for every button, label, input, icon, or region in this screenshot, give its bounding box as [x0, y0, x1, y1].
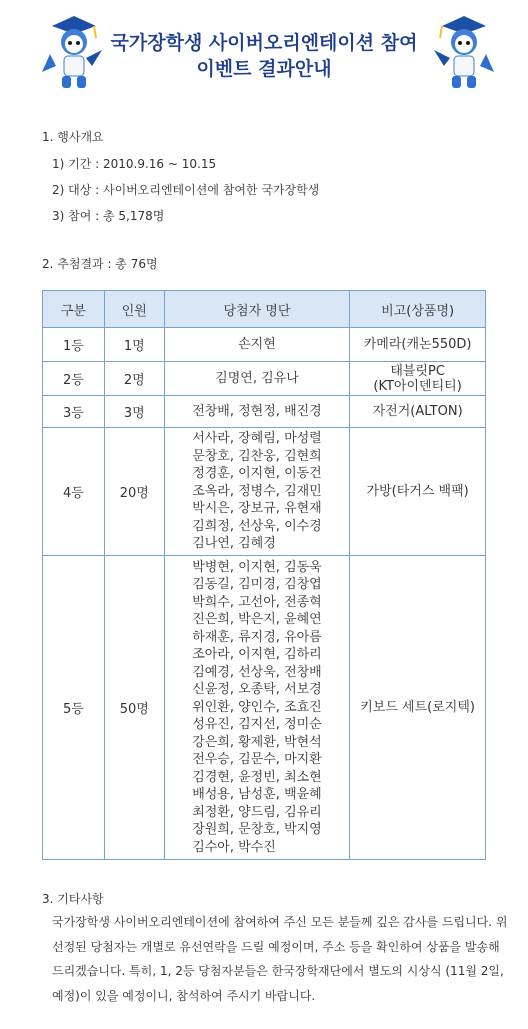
prize-cell: 카메라(캐논550D)	[350, 328, 486, 362]
prize-cell: 태블릿PC (KT아이덴티티)	[350, 362, 486, 396]
count-cell: 3명	[104, 396, 164, 428]
count-cell: 2명	[104, 362, 164, 396]
rank-cell: 5등	[43, 556, 105, 860]
prize-cell: 키보드 세트(로지텍)	[350, 556, 486, 860]
winner-names: 김명연, 김유나	[215, 370, 299, 386]
rank-cell: 3등	[43, 396, 105, 428]
table-row	[43, 556, 486, 860]
header-rank: 구분	[43, 291, 105, 328]
winner-names: 박병현, 이지현, 김동욱 김동길, 김미경, 김창엽 박희수, 고선아, 전종혁 진은희, 박은지, 윤혜연 하재훈, 류지경, 유아름 조아라, 이지현, 김하리 김예경, 선상욱, 전창배 신윤정, 오종탁, 서보경 위인환, 양인수, 조효진 성유진, 김지선, 정미순 강은희, 황제환, 박현석 전우승, 김문수, 마지환 김경현, 윤정빈, 최소현 배성용, 남성훈, 백윤혜 최정환, 양드림, 김유리 장원희, 문창호, 박지영 김수아, 박수진	[192, 559, 322, 855]
notice-text: 국가장학생 사이버오리엔테이션에 참여하여 주신 모든 분들께 깊은 감사를 드립니다. 위 선정된 당첨자는 개별로 유선연락을 드릴 예정이며, 주소 등을 확인하여 상품을 발송해 드리겠습니다. 특히, 1, 2등 당첨자분들은 한국장학재단에서 별도의 시상식 (11월 2일, 예정)이 있을 예정이니, 참석하여 주시기 바랍니다.	[52, 915, 508, 1003]
winner-names: 전창배, 정현정, 배진경	[192, 403, 322, 419]
overview-period: 1) 기간 : 2010.9.16 ~ 10.15	[52, 157, 217, 171]
title-line-1: 국가장학생 사이버오리엔테이션 참여	[110, 32, 418, 54]
header-winners: 당첨자 명단	[164, 291, 350, 328]
rank-cell: 4등	[43, 428, 105, 556]
header	[0, 0, 528, 100]
table-header-row	[43, 291, 486, 328]
table-row	[43, 396, 486, 428]
rank-cell: 1등	[43, 328, 105, 362]
winners-cell	[164, 396, 350, 428]
winners-cell	[164, 556, 350, 860]
prize-cell: 자전거(ALTON)	[350, 396, 486, 428]
section-2-heading: 2. 추첨결과 : 총 76명	[42, 257, 158, 271]
winners-cell	[164, 428, 350, 556]
prize-cell: 가방(타거스 백팩)	[350, 428, 486, 556]
winner-names: 서사라, 장혜림, 마성렬 문창호, 김찬웅, 김현희 정경훈, 이지현, 이동건 조옥라, 정병수, 김재민 박시은, 장보규, 유현재 김희정, 선상욱, 이수경 김나연, 김혜경	[192, 431, 322, 552]
count-cell: 20명	[104, 428, 164, 556]
mascot-left-icon	[36, 12, 106, 92]
winners-cell	[164, 328, 350, 362]
title-line-2: 이벤트 결과안내	[196, 58, 332, 80]
header-count: 인원	[104, 291, 164, 328]
table-row	[43, 362, 486, 396]
table-row	[43, 328, 486, 362]
section-1-heading: 1. 행사개요	[42, 130, 104, 144]
table-row	[43, 428, 486, 556]
count-cell: 50명	[104, 556, 164, 860]
page-title	[100, 30, 428, 82]
count-cell: 1명	[104, 328, 164, 362]
rank-cell: 2등	[43, 362, 105, 396]
section-3-heading: 3. 기타사항	[42, 892, 104, 906]
overview-target: 2) 대상 : 사이버오리엔테이션에 참여한 국가장학생	[52, 183, 320, 197]
results-table	[42, 290, 486, 860]
mascot-right-icon	[430, 12, 500, 92]
winner-names: 손지현	[238, 336, 276, 352]
header-prize: 비고(상품명)	[350, 291, 486, 328]
winners-cell	[164, 362, 350, 396]
overview-participants: 3) 참여 : 총 5,178명	[52, 209, 165, 223]
